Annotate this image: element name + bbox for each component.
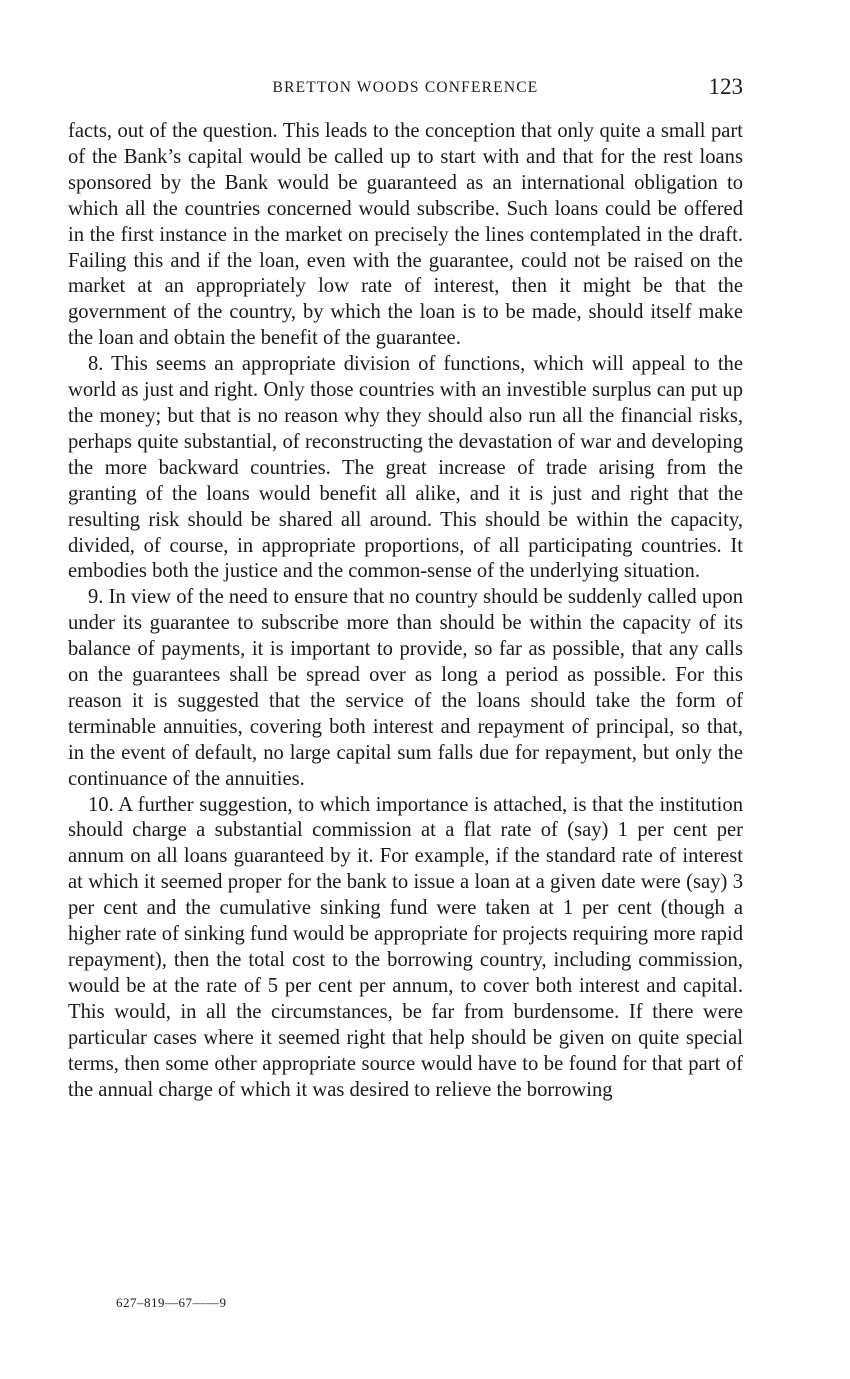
page-header [68,74,743,104]
body-text [68,119,743,1103]
paragraph-8: 8. This seems an appropriate division of functions, which will appeal to the world as just and right. Only those countries with an investible surplus can put up the money; but that is no reason why they should also run all the financial risks, perhaps quite substantial, of reconstructing the devastation of war and developing the more backward countries. The great increase of trade arising from the granting of the loans would benefit all alike, and it is just and right that the resulting risk should be shared all around. This should be within the capacity, divided, of course, in appropriate proportions, of all participating countries. It embodies both the justice and the common-sense of the underlying situation. [68,353,743,583]
paragraph-continued: facts, out of the question. This leads to the conception that only quite a small part of the Bank’s capital would be called up to start with and that for the rest loans sponsored by the Bank would be guaranteed as an international obligation to which all the countries concerned would subscribe. Such loans could be offered in the first instance in the market on precisely the lines contemplated in the draft. Failing this and if the loan, even with the guarantee, could not be raised on the market at an appropriately low rate of interest, then it might be that the government of the country, by which the loan is to be made, should itself make the loan and obtain the benefit of the guarantee. [68,120,743,350]
printer-signature-mark: 627–819—67——9 [116,1295,227,1310]
running-head: BRETTON WOODS CONFERENCE [272,79,539,96]
paragraph-10: 10. A further suggestion, to which importance is attached, is that the institution should charge a substantial commission at a flat rate of (say) 1 per cent per annum on all loans guaranteed by it. For example, if the standard rate of interest at which it seemed proper for the bank to issue a loan at a given date were (say) 3 per cent and the cumulative sinking fund were taken at 1 per cent (though a higher rate of sinking fund would be appropriate for projects requiring more rapid repayment), then the total cost to the borrowing country, including commission, would be at the rate of 5 per cent per annum, to cover both interest and capital. This would, in all the circumstances, be far from burdensome. If there were particular cases where it seemed right that help should be given on quite special terms, then some other appropriate source would have to be found for that part of the annual charge of which it was desired to relieve the borrowing [68,793,743,1101]
page-number: 123 [708,74,743,99]
paragraph-9: 9. In view of the need to ensure that no country should be suddenly called upon under its guarantee to subscribe more than should be within the capacity of its balance of payments, it is important to provide, so far as possible, that any calls on the guarantees shall be spread over as long a period as possible. For this reason it is suggested that the service of the loans should take the form of terminable annuities, covering both interest and repayment of principal, so that, in the event of default, no large capital sum falls due for repayment, but only the continuance of the annuities. [68,586,743,790]
